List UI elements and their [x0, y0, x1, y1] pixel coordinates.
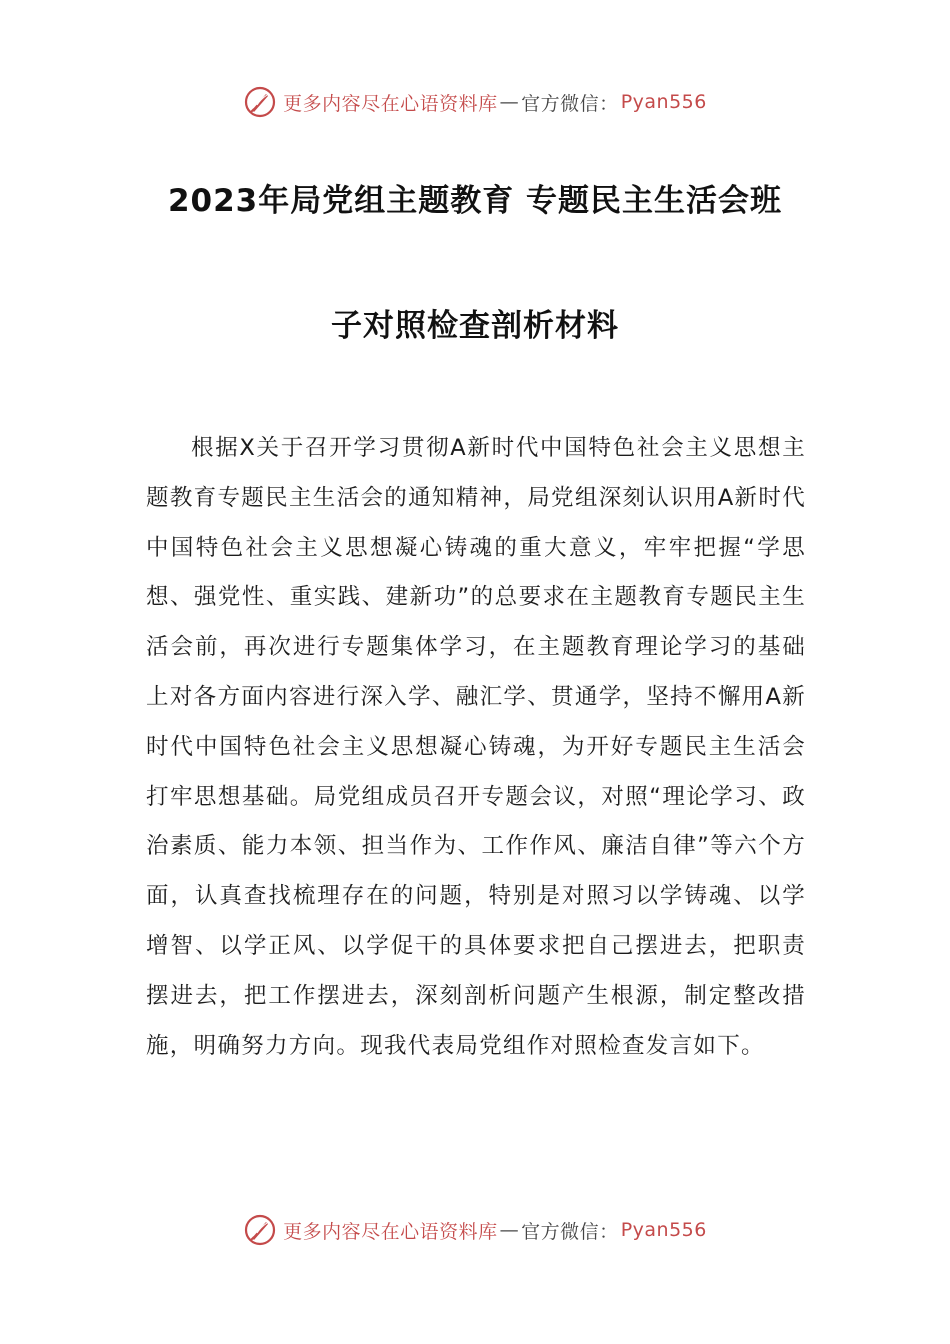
document-body-paragraph: 根据X关于召开学习贯彻A新时代中国特色社会主义思想主题教育专题民主生活会的通知精神，局党组深刻认识用A新时代中国特色社会主义思想凝心铸魂的重大意义，牢牢把握“学思想、强党性、重实践、建新功”的总要求在主题教育专题民主生活会前，再次进行专题集体学习，在主题教育理论学习的基础上对各方面内容进行深入学、融汇学、贯通学，坚持不懈用A新时代中国特色社会主义思想凝心铸魂，为开好专题民主生活会打牢思想基础。局党组成员召开专题会议，对照“理论学习、政治素质、能力本领、担当作为、工作作风、廉洁自律”等六个方面，认真查找梳理存在的问题，特别是对照习以学铸魂、以学增智、以学正风、以学促干的具体要求把自己摆进去，把职责摆进去，把工作摆进去，深刻剖析问题产生根源，制定整改措施，明确努力方向。现我代表局党组作对照检查发言如下。 [146, 435, 806, 1059]
document-title-line-1: 2023年局党组主题教育 专题民主生活会班 [167, 183, 783, 219]
document-title-line-2: 子对照检查剖析材料 [331, 308, 619, 344]
banner-wechat-id: Pyan556 [620, 1219, 707, 1241]
footer-watermark-banner [0, 1210, 950, 1250]
banner-brand-text: 更多内容尽在心语资料库 [283, 92, 498, 115]
banner-official-label: 官方微信： [521, 92, 619, 115]
banner-brand-text: 更多内容尽在心语资料库 [283, 1220, 498, 1243]
quill-pen-logo-icon [243, 85, 277, 119]
banner-separator: — [499, 1219, 520, 1241]
header-watermark-banner [0, 82, 950, 122]
banner-separator: — [499, 91, 520, 113]
quill-pen-logo-icon [243, 1213, 277, 1247]
banner-wechat-id: Pyan556 [620, 91, 707, 113]
banner-official-label: 官方微信： [521, 1220, 619, 1243]
